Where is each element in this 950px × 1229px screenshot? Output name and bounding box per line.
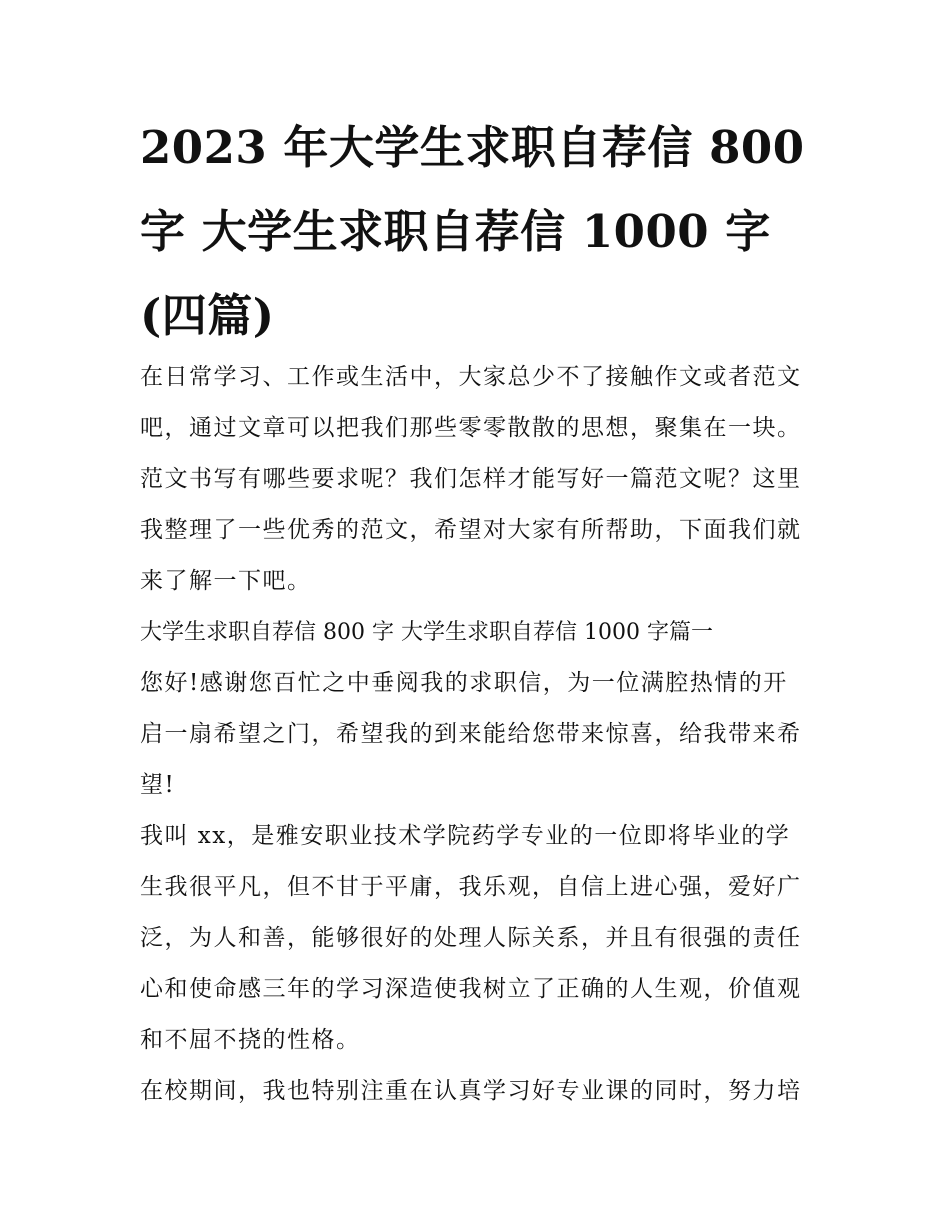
text-line: 来了解一下吧。 [140,568,312,594]
title-line: 2023 年大学生求职自荐信 800 [140,121,805,174]
document-title [140,106,820,358]
document-body [140,352,830,1117]
text-line: 和不屈不挠的性格。 [140,1027,361,1053]
school-paragraph [140,1066,830,1117]
text-line: 吧，通过文章可以把我们那些零零散散的思想，聚集在一块。 [140,415,802,441]
intro-paragraph [140,352,830,607]
text-line: 大学生求职自荐信 800 字 大学生求职自荐信 1000 字篇一 [140,620,713,645]
text-line: 泛，为人和善，能够很好的处理人际关系，并且有很强的责任 [140,925,802,951]
text-line: 心和使命感三年的学习深造使我树立了正确的人生观，价值观 [140,976,802,1002]
text-line: 我叫 xx，是雅安职业技术学院药学专业的一位即将毕业的学 [140,823,791,849]
self-intro-paragraph [140,811,830,1066]
text-line: 望! [140,772,176,798]
greeting-paragraph [140,658,830,811]
title-line: 字 大学生求职自荐信 1000 字 [140,205,771,258]
text-line: 在校期间，我也特别注重在认真学习好专业课的同时，努力培 [140,1078,802,1104]
text-line: 您好!感谢您百忙之中垂阅我的求职信，为一位满腔热情的开 [140,670,788,696]
title-line: (四篇) [140,289,275,342]
section-heading [140,607,830,658]
text-line: 范文书写有哪些要求呢？我们怎样才能写好一篇范文呢？这里 [140,466,802,492]
text-line: 启一扇希望之门，希望我的到来能给您带来惊喜，给我带来希 [140,721,802,747]
text-line: 在日常学习、工作或生活中，大家总少不了接触作文或者范文 [140,364,802,390]
text-line: 生我很平凡，但不甘于平庸，我乐观，自信上进心强，爱好广 [140,874,802,900]
text-line: 我整理了一些优秀的范文，希望对大家有所帮助，下面我们就 [140,517,802,543]
